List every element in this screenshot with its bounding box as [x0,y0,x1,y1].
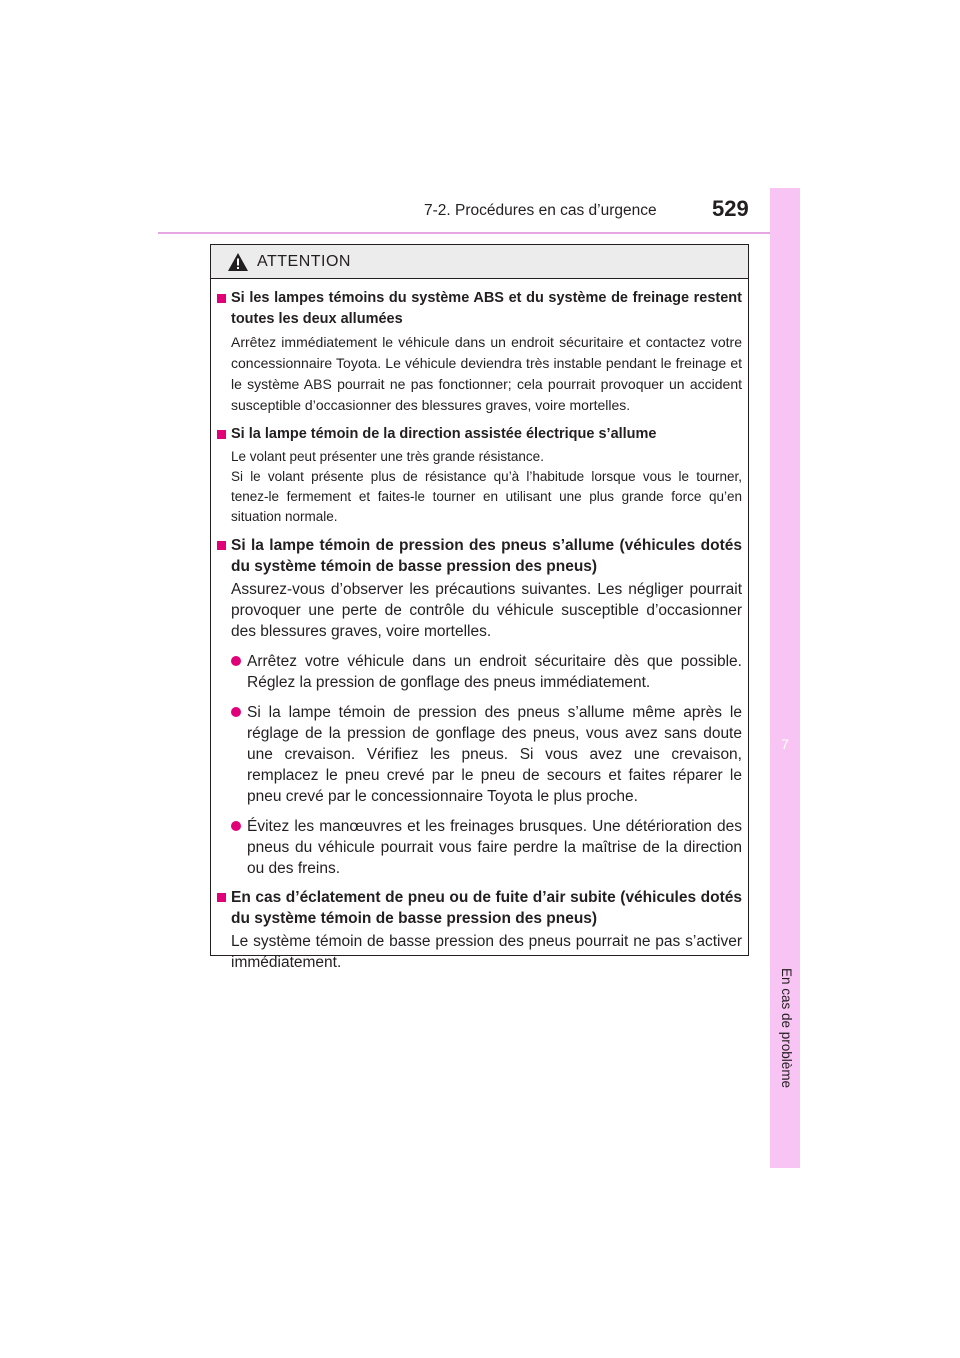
chapter-label: En cas de problème [779,968,794,1089]
round-bullet-icon [231,707,241,717]
chapter-side-tab [770,188,800,1168]
warning-box [210,244,749,971]
warning-content [211,279,748,973]
warning-section [217,424,742,527]
square-bullet-icon [217,430,226,439]
warning-title: ATTENTION [257,252,351,270]
warning-section [217,887,742,973]
square-bullet-icon [217,541,226,550]
warning-triangle-icon [227,252,249,272]
list-item: Si la lampe témoin de pression des pneus s’allume même après le réglage de la pression de gonflage des pneus, vous avez sans doute une crevaison. Vérifiez les pneus. Si vous avez une crevaison, remplacez le pneu crevé par le pneu de secours et faites réparer le pneu crevé par le concessionnaire Toyota le plus proche. [231,702,742,807]
warning-section [217,288,742,416]
chapter-number: 7 [781,736,789,752]
section-title: 7-2. Procédures en cas d’urgence [424,202,657,219]
section-paragraph: Le volant peut présenter une très grande résistance. [231,449,544,464]
warning-section [217,535,742,879]
section-paragraph: Assurez-vous d’observer les précautions suivantes. Les négliger pourrait provoquer une perte de contrôle du véhicule susceptible d’occasionner des blessures graves, voire mortelles. [231,581,742,640]
warning-header [211,245,748,279]
section-heading: Si les lampes témoins du système ABS et du système de freinage restent toutes les deux allumées [217,288,742,330]
section-heading: Si la lampe témoin de pression des pneus s’allume (véhicules dotés du système témoin de basse pression des pneus) [217,535,742,577]
square-bullet-icon [217,294,226,303]
section-paragraph: Si le volant présente plus de résistance qu’à l’habitude lorsque vous le tourner, tenez-le fermement et faites-le tourner en utilisant une plus grande force qu’en situation normale. [231,469,742,524]
section-paragraph: Arrêtez immédiatement le véhicule dans un endroit sécuritaire et contactez votre concessionnaire Toyota. Le véhicule deviendra très instable pendant le freinage et le système ABS pourrait ne pas fonctionner; cela pourrait provoquer un accident susceptible d’occasionner des blessures graves, voire mortelles. [231,334,742,413]
header-rule [158,232,798,234]
square-bullet-icon [217,893,226,902]
section-heading: En cas d’éclatement de pneu ou de fuite d’air subite (véhicules dotés du système témoin de basse pression des pneus) [217,887,742,929]
round-bullet-icon [231,656,241,666]
section-heading: Si la lampe témoin de la direction assistée électrique s’allume [217,424,742,445]
list-item: Arrêtez votre véhicule dans un endroit sécuritaire dès que possible. Réglez la pression de gonflage des pneus immédiatement. [231,651,742,693]
round-bullet-icon [231,821,241,831]
section-paragraph: Le système témoin de basse pression des pneus pourrait ne pas s’activer immédiatement. [231,933,742,971]
page-number: 529 [712,196,749,221]
list-item: Évitez les manœuvres et les freinages brusques. Une détérioration des pneus du véhicule pourrait vous faire perdre la maîtrise de la direction ou des freins. [231,816,742,879]
